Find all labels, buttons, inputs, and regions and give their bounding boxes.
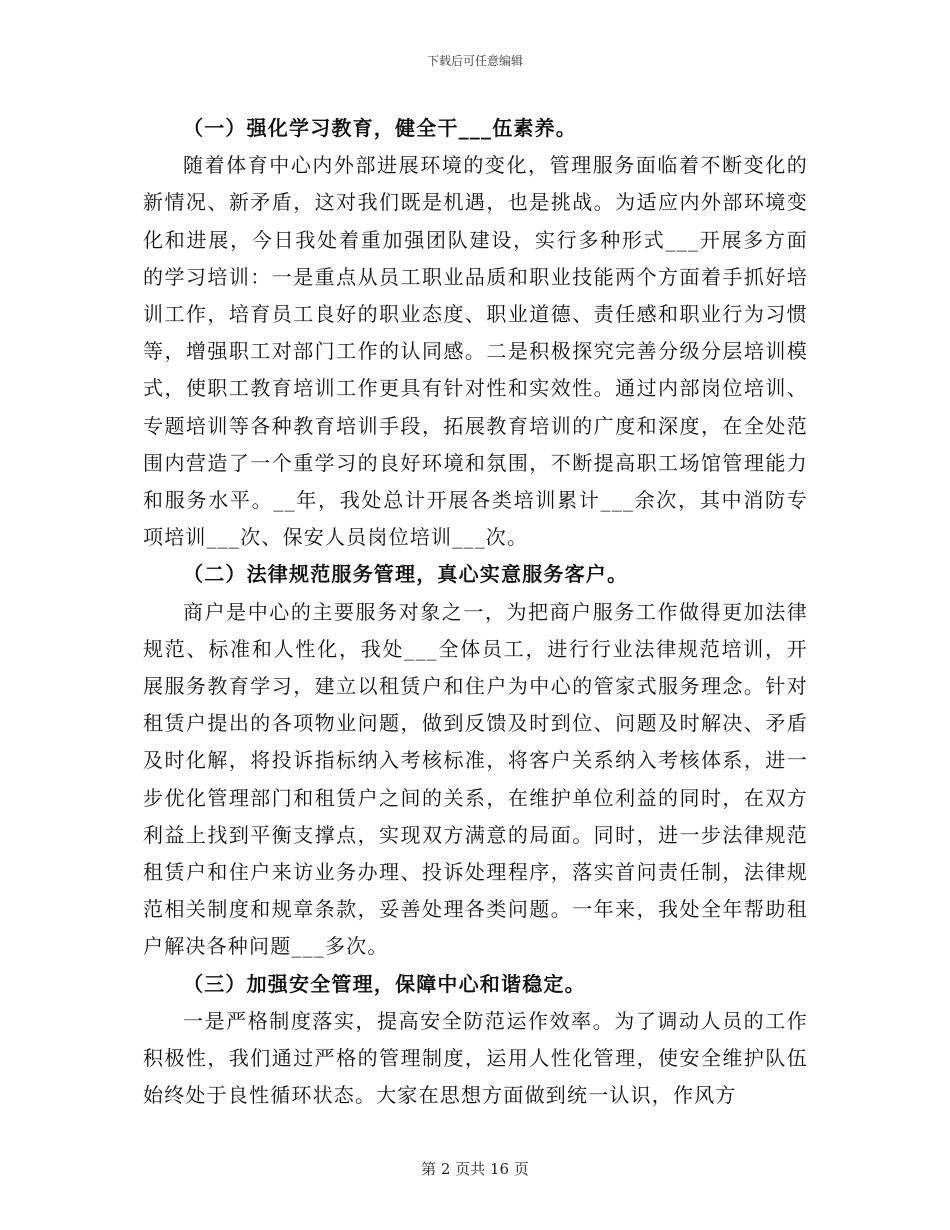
paragraph-1: 随着体育中心内外部进展环境的变化，管理服务面临着不断变化的新情况、新矛盾，这对我们既是机遇，也是挑战。为适应内外部环境变化和进展，今日我处着重加强团队建设，实行多种形式___开展多方面的学习培训：一是重点从员工职业品质和职业技能两个方面着手抓好培训工作，培育员工良好的职业态度、职业道德、责任感和职业行为习惯等，增强职工对部门工作的认同感。二是积极探究完善分级分层培训模式，使职工教育培训工作更具有针对性和实效性。通过内部岗位培训、专题培训等各种教育培训手段，拓展教育培训的广度和深度，在全处范围内营造了一个重学习的良好环境和氛围，不断提高职工场馆管理能力和服务水平。__年，我处总计开展各类培训累计___余次，其中消防专项培训___次、保安人员岗位培训___次。 [143, 153, 808, 550]
section-heading-3: （三）加强安全管理，保障中心和谐稳定。 [183, 971, 586, 996]
page-header: 下载后可任意编辑 [426, 54, 523, 68]
paragraph-3: 一是严格制度落实，提高安全防范运作效率。为了调动人员的工作积极性，我们通过严格的管理制度，运用人性化管理，使安全维护队伍始终处于良性循环状态。大家在思想方面做到统一认识，作风方 [143, 1008, 808, 1108]
section-heading-2: （二）法律规范服务管理，真心实意服务客户。 [183, 562, 629, 587]
section-heading-1: （一）强化学习教育，健全干___伍素养。 [183, 116, 577, 140]
document-body [143, 110, 808, 1114]
paragraph-2: 商户是中心的主要服务对象之一，为把商户服务工作做得更加法律规范、标准和人性化，我处___全体员工，进行行业法律规范培训，开展服务教育学习，建立以租赁户和住户为中心的管家式服务理念。针对租赁户提出的各项物业问题，做到反馈及时到位、问题及时解决、矛盾及时化解，将投诉指标纳入考核标准，将客户关系纳入考核体系，进一步优化管理部门和租赁户之间的关系，在维护单位利益的同时，在双方利益上找到平衡支撑点，实现双方满意的局面。同时，进一步法律规范租赁户和住户来访业务办理、投诉处理程序，落实首问责任制，法律规范相关制度和规章条款，妥善处理各类问题。一年来，我处全年帮助租户解决各种问题___多次。 [143, 599, 808, 959]
page-footer: 第 2 页共 16 页 [421, 1160, 529, 1178]
